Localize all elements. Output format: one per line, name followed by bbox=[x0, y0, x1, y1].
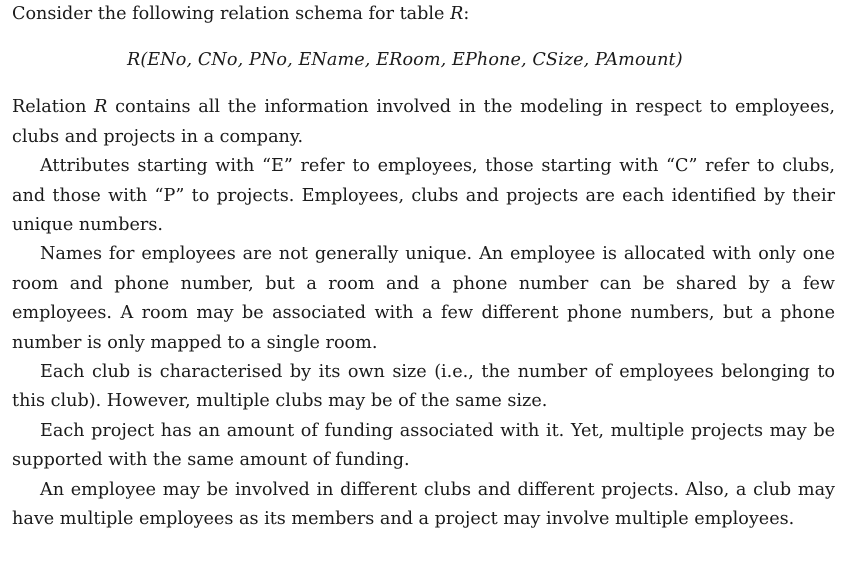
paragraph-involvement: An employee may be involved in different clubs and different projects. Also, a club may have multiple employees as its members and a project may involve multiple employees. bbox=[12, 479, 835, 530]
intro-sentence bbox=[12, 0, 835, 29]
paragraph-relation bbox=[12, 93, 835, 152]
relation-schema: R(ENo, CNo, PNo, EName, ERoom, EPhone, CSize, PAmount) bbox=[127, 50, 683, 70]
paragraph-relation-text: contains all the information involved in the modeling in respect to employees, clubs and projects in a company. bbox=[12, 97, 835, 147]
paragraph-relation-table: R bbox=[94, 97, 108, 118]
intro-suffix: : bbox=[463, 4, 470, 24]
paragraph-clubs: Each club is characterised by its own size (i.e., the number of employees belonging to this club). However, multiple clubs may be of the same size. bbox=[12, 362, 835, 412]
table-name: R bbox=[450, 4, 464, 24]
paragraph-attributes: Attributes starting with “E” refer to employees, those starting with “C” refer to clubs, and those with “P” to projects. Employees, clubs and projects are each identified by their unique numbers. bbox=[12, 156, 835, 236]
description-body bbox=[12, 93, 835, 534]
paragraph-relation-prefix: Relation bbox=[12, 97, 95, 118]
intro-prefix: Consider the following relation schema for table bbox=[12, 4, 451, 24]
paragraph-projects: Each project has an amount of funding associated with it. Yet, multiple projects may be supported with the same amount of funding. bbox=[12, 420, 835, 471]
paragraph-employees: Names for employees are not generally unique. An employee is allocated with only one room and phone number, but a room and a phone number can be shared by a few employees. A room may be associated with a few different phone numbers, but a phone number is only mapped to a single room. bbox=[12, 244, 835, 353]
